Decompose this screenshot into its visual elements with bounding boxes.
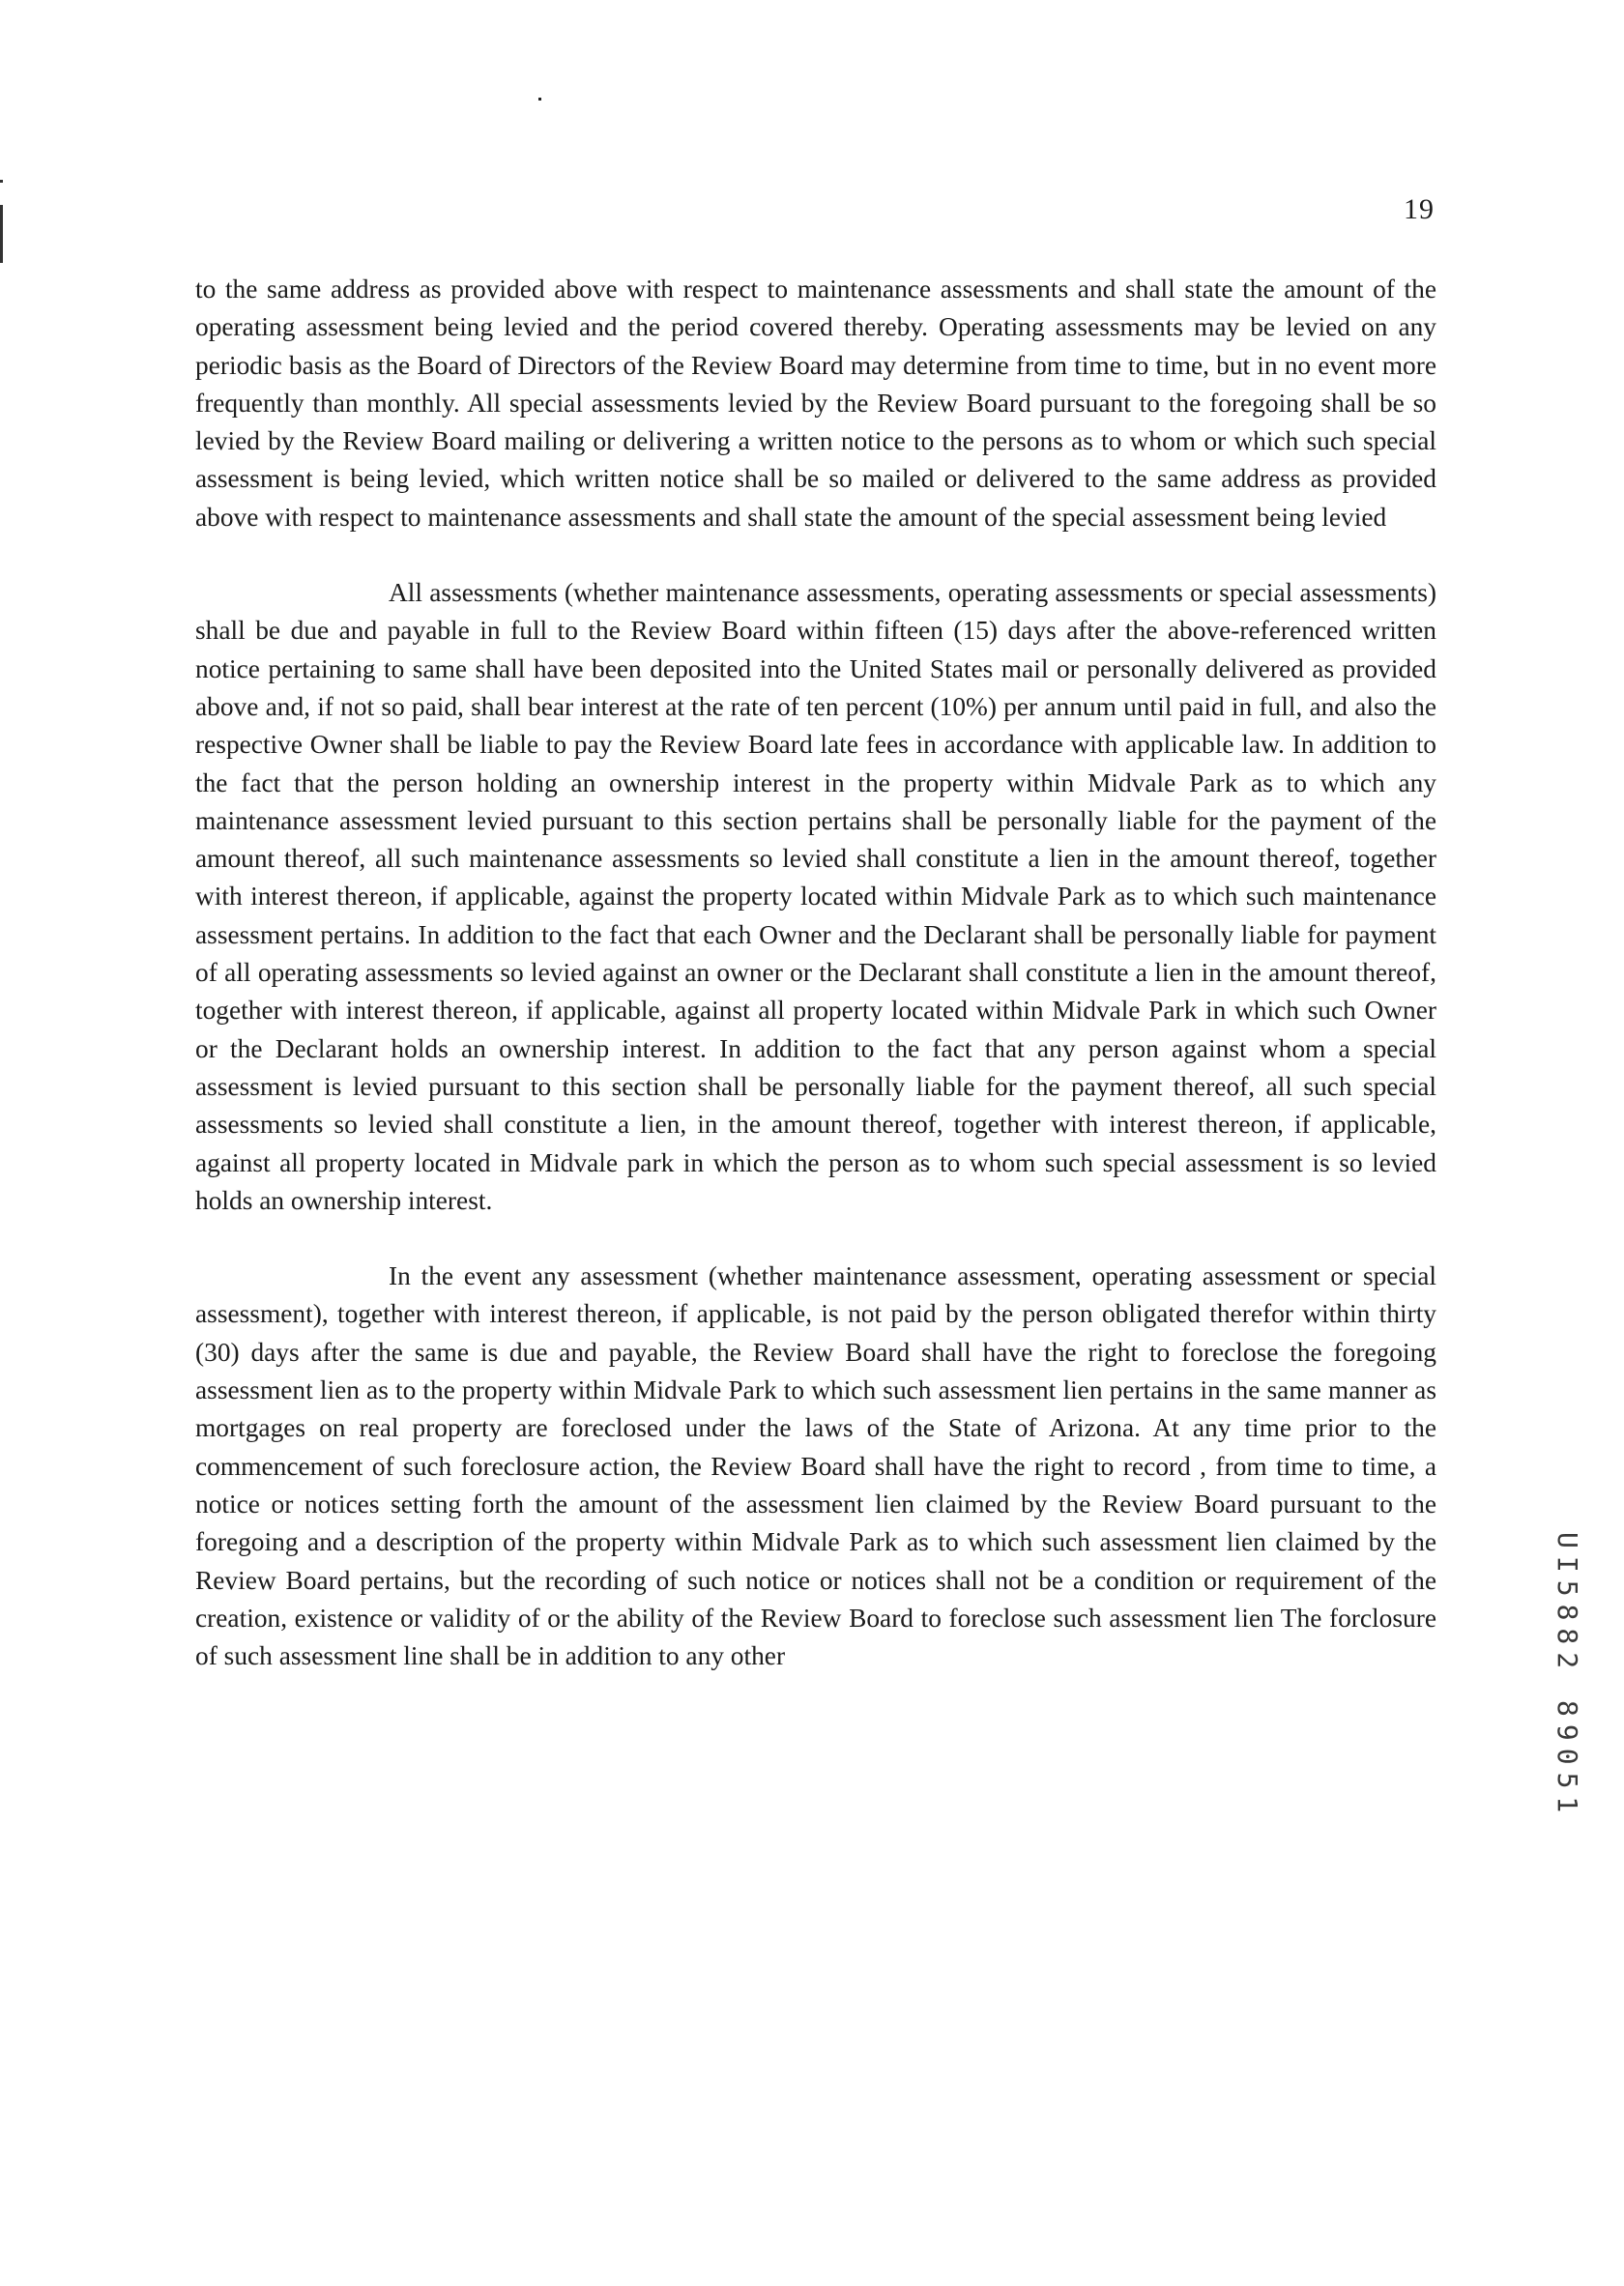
paragraph: to the same address as provided above with respect to maintenance assessments and shall state the amount of the operating assessment being levied and the period covered thereby. Operating assessments may be levied on any periodic basis as the Board of Directors of the Review Board may determine from time to time, but in no event more frequently than monthly. All special assessments levied by the Review Board pursuant to the foregoing shall be so levied by the Review Board mailing or delivering a written notice to the persons as to whom or which such special assessment is being levied, which written notice shall be so mailed or delivered to the same address as provided above with respect to maintenance assessments and shall state the amount of the special assessment being levied [195,275,1436,532]
recording-stamp-text: UI5882 89051 [1552,1532,1583,1821]
paragraph: All assessments (whether maintenance assessments, operating assessments or special assessments) shall be due and payable in full to the Review Board within fifteen (15) days after the above-referenced written notice pertaining to same shall have been deposited into the United States mail or personally delivered as provided above and, if not so paid, shall bear interest at the rate of ten percent (10%) per annum until paid in full, and also the respective Owner shall be liable to pay the Review Board late fees in accordance with applicable law. In addition to the fact that the person holding an ownership interest in the property within Midvale Park as to which any maintenance assessment levied pursuant to this section pertains shall be personally liable for the payment of the amount thereof, all such maintenance assessments so levied shall constitute a lien in the amount thereof, together with interest thereon, if applicable, against the property located within Midvale Park as to which such maintenance assessment pertains. In addition to the fact that each Owner and the Declarant shall be personally liable for payment of all operating assessments so levied against an owner or the Declarant shall constitute a lien in the amount thereof, together with interest thereon, if applicable, against all property located within Midvale Park in which such Owner or the Declarant holds an ownership interest. In addition to the fact that any person against whom a special assessment is levied pursuant to this section shall be personally liable for the payment thereof, all such special assessments so levied shall constitute a lien, in the amount thereof, together with interest thereon, if applicable, against all property located in Midvale park in which the person as to whom such special assessment is so levied holds an ownership interest. [195,578,1436,1215]
body-text [195,271,1436,1675]
paragraph: In the event any assessment (whether maintenance assessment, operating assessment or special assessment), together with interest thereon, if applicable, is not paid by the person obligated therefor within thirty (30) days after the same is due and payable, the Review Board shall have the right to foreclose the foregoing assessment lien as to the property within Midvale Park to which such assessment lien pertains in the same manner as mortgages on real property are foreclosed under the laws of the State of Arizona. At any time prior to the commencement of such foreclosure action, the Review Board shall have the right to record , from time to time, a notice or notices setting forth the amount of the assessment lien claimed by the Review Board pursuant to the foregoing and a description of the property within Midvale Park as to which such assessment lien claimed by the Review Board pertains, but the recording of such notice or notices shall not be a condition or requirement of the creation, existence or validity of or the ability of the Review Board to foreclose such assessment lien The forclosure of such assessment line shall be in addition to any other [195,1261,1436,1671]
scan-speck [538,98,541,101]
scan-edge-mark [0,205,3,263]
scan-edge-mark [0,180,3,183]
recording-stamp [1545,1532,1583,2286]
page-number: 19 [1404,193,1435,225]
